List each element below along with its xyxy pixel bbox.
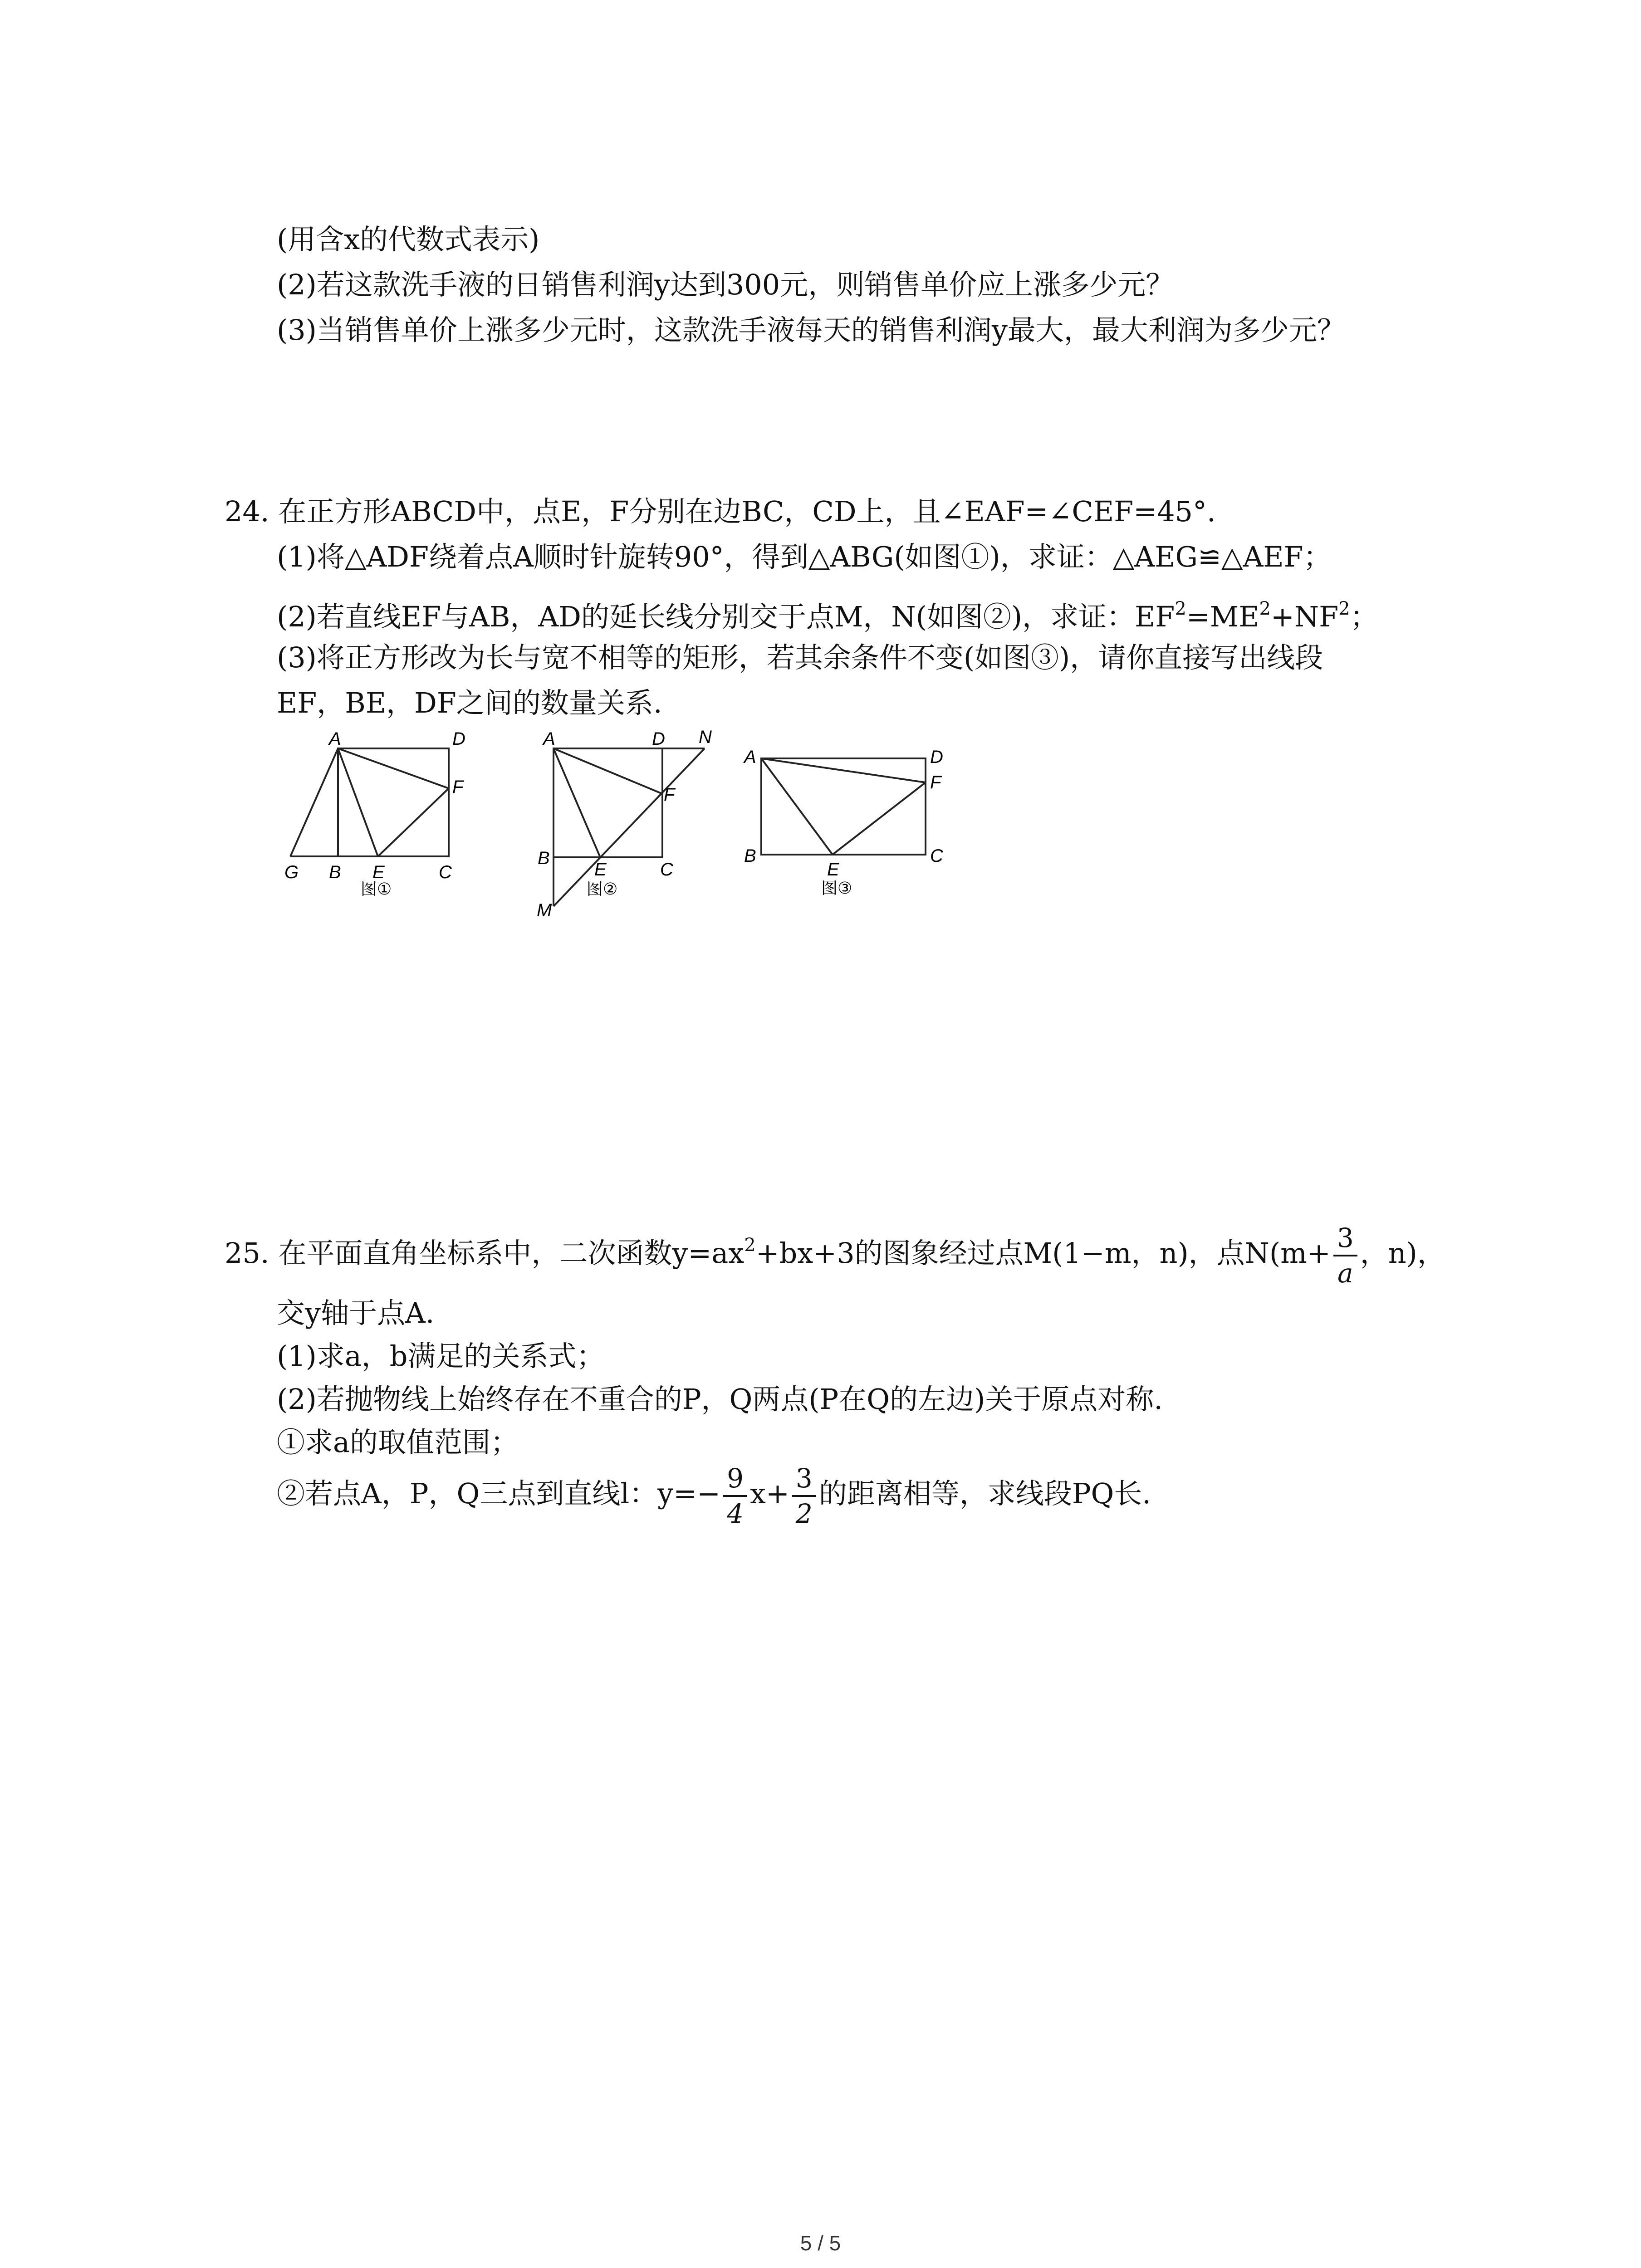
fig3-label-c: C: [930, 846, 943, 866]
q25-p22-a: ②若点A，P，Q三点到直线l：y=−: [277, 1477, 721, 1510]
fig1-caption: 图①: [361, 880, 392, 898]
q25-stem-b: +bx+3的图象经过点M(1−m，n)，点N(m+: [755, 1237, 1331, 1270]
q24-part-1: (1)将△ADF绕着点A顺时针旋转90°，得到△ABG(如图①)，求证：△AEG≌△AEF；: [277, 540, 1332, 573]
fig3-label-a: A: [744, 747, 756, 767]
q24-p2-b: =ME: [1186, 600, 1259, 633]
fig3-rectangle: [761, 758, 926, 855]
fig1-line-ef: [378, 788, 449, 856]
q25-part-1: (1)求a，b满足的关系式；: [277, 1339, 605, 1373]
q25-frac1-den: a: [1337, 1258, 1353, 1289]
fig2-label-b: B: [538, 848, 550, 868]
q24-p2-sup1: 2: [1175, 598, 1186, 619]
q25-fraction-3-over-2: [792, 1465, 816, 1527]
fig3-label-e: E: [827, 860, 839, 880]
fig2-square: [554, 748, 662, 857]
q24-p2-sup2: 2: [1259, 598, 1271, 619]
q25-frac2-den: 4: [727, 1498, 744, 1529]
q24-stem-text: 在正方形ABCD中，点E，F分别在边BC，CD上，且∠EAF=∠CEF=45°.: [278, 495, 1216, 528]
fig1-line-af: [338, 748, 449, 788]
figure-1: [279, 726, 470, 909]
q25-p22-c: 的距离相等，求线段PQ长.: [818, 1477, 1151, 1510]
fig1-label-f: F: [452, 777, 464, 797]
q25-stem-a: 在平面直角坐标系中，二次函数y=ax: [278, 1237, 745, 1270]
fig2-label-e: E: [594, 860, 607, 880]
figure-3: [735, 726, 953, 909]
q25-part-2: (2)若抛物线上始终存在不重合的P，Q两点(P在Q的左边)关于原点对称.: [277, 1383, 1163, 1416]
fig1-label-a: A: [329, 729, 341, 749]
q24-stem: [225, 494, 1216, 530]
fig1-label-c: C: [439, 862, 452, 882]
q25-part-2-1: ①求a的取值范围；: [277, 1426, 519, 1459]
q25-fraction-9-over-4: [723, 1465, 747, 1527]
q24-p2-d: ；: [1350, 600, 1378, 633]
fig2-label-f: F: [664, 785, 675, 805]
fig1-square: [338, 748, 449, 856]
fig2-caption: 图②: [587, 880, 618, 898]
fig1-label-d: D: [452, 729, 465, 749]
figure-1-svg: [279, 726, 470, 907]
fig3-line-ef: [833, 782, 926, 855]
fig2-label-d: D: [652, 729, 665, 749]
q25-fraction-3-over-a: [1333, 1222, 1357, 1289]
q25-frac3-den: 2: [795, 1498, 813, 1529]
q24-part-3a: (3)将正方形改为长与宽不相等的矩形，若其余条件不变(如图③)，请你直接写出线段: [277, 641, 1323, 674]
q24-number: 24.: [225, 495, 269, 528]
fig2-label-m: M: [537, 900, 552, 920]
q23-line-1: (用含x的代数式表示): [277, 223, 540, 256]
page-number: 5 / 5: [800, 2231, 841, 2255]
q25-frac2-num: 9: [723, 1465, 747, 1497]
q24-part-3b: EF，BE，DF之间的数量关系.: [277, 686, 662, 719]
q25-number: 25.: [225, 1237, 269, 1270]
fig3-caption: 图③: [821, 879, 852, 897]
q24-p2-a: (2)若直线EF与AB，AD的延长线分别交于点M，N(如图②)，求证：EF: [277, 600, 1175, 633]
fig2-label-c: C: [660, 860, 673, 880]
q25-stem: [225, 1222, 1445, 1289]
fig1-line-ag: [290, 748, 338, 856]
figure-3-svg: [735, 726, 953, 907]
fig3-label-d: D: [930, 747, 943, 767]
q25-part-2-2: [277, 1465, 1151, 1527]
q24-p2-c: +NF: [1270, 600, 1339, 633]
fig3-label-f: F: [930, 772, 941, 792]
fig2-line-mn: [554, 748, 705, 906]
q25-p22-b: x+: [749, 1477, 789, 1510]
q25-stem-line-2: 交y轴于点A.: [277, 1296, 435, 1330]
q25-stem-c: ，n)，: [1360, 1237, 1445, 1270]
fig1-label-b: B: [329, 862, 341, 882]
q23-line-2: (2)若这款洗手液的日销售利润y达到300元，则销售单价应上涨多少元？: [277, 268, 1174, 301]
fig2-label-a: A: [543, 729, 555, 749]
fig3-line-af: [761, 758, 926, 782]
fig3-label-b: B: [744, 846, 756, 866]
fig3-line-ae: [761, 758, 833, 855]
figure-2-svg: [524, 726, 724, 921]
fig1-label-g: G: [284, 862, 299, 882]
fig1-label-e: E: [372, 862, 385, 882]
q23-line-3: (3)当销售单价上涨多少元时，这款洗手液每天的销售利润y最大，最大利润为多少元？: [277, 313, 1345, 347]
q24-p2-sup3: 2: [1338, 598, 1350, 619]
figure-2: [524, 726, 724, 923]
q25-stem-sup: 2: [744, 1235, 756, 1256]
fig1-line-ae: [338, 748, 378, 856]
q24-part-2: [277, 591, 1378, 635]
q25-frac3-num: 3: [792, 1465, 816, 1497]
q25-frac1-num: 3: [1333, 1225, 1357, 1256]
fig2-label-n: N: [699, 727, 712, 747]
